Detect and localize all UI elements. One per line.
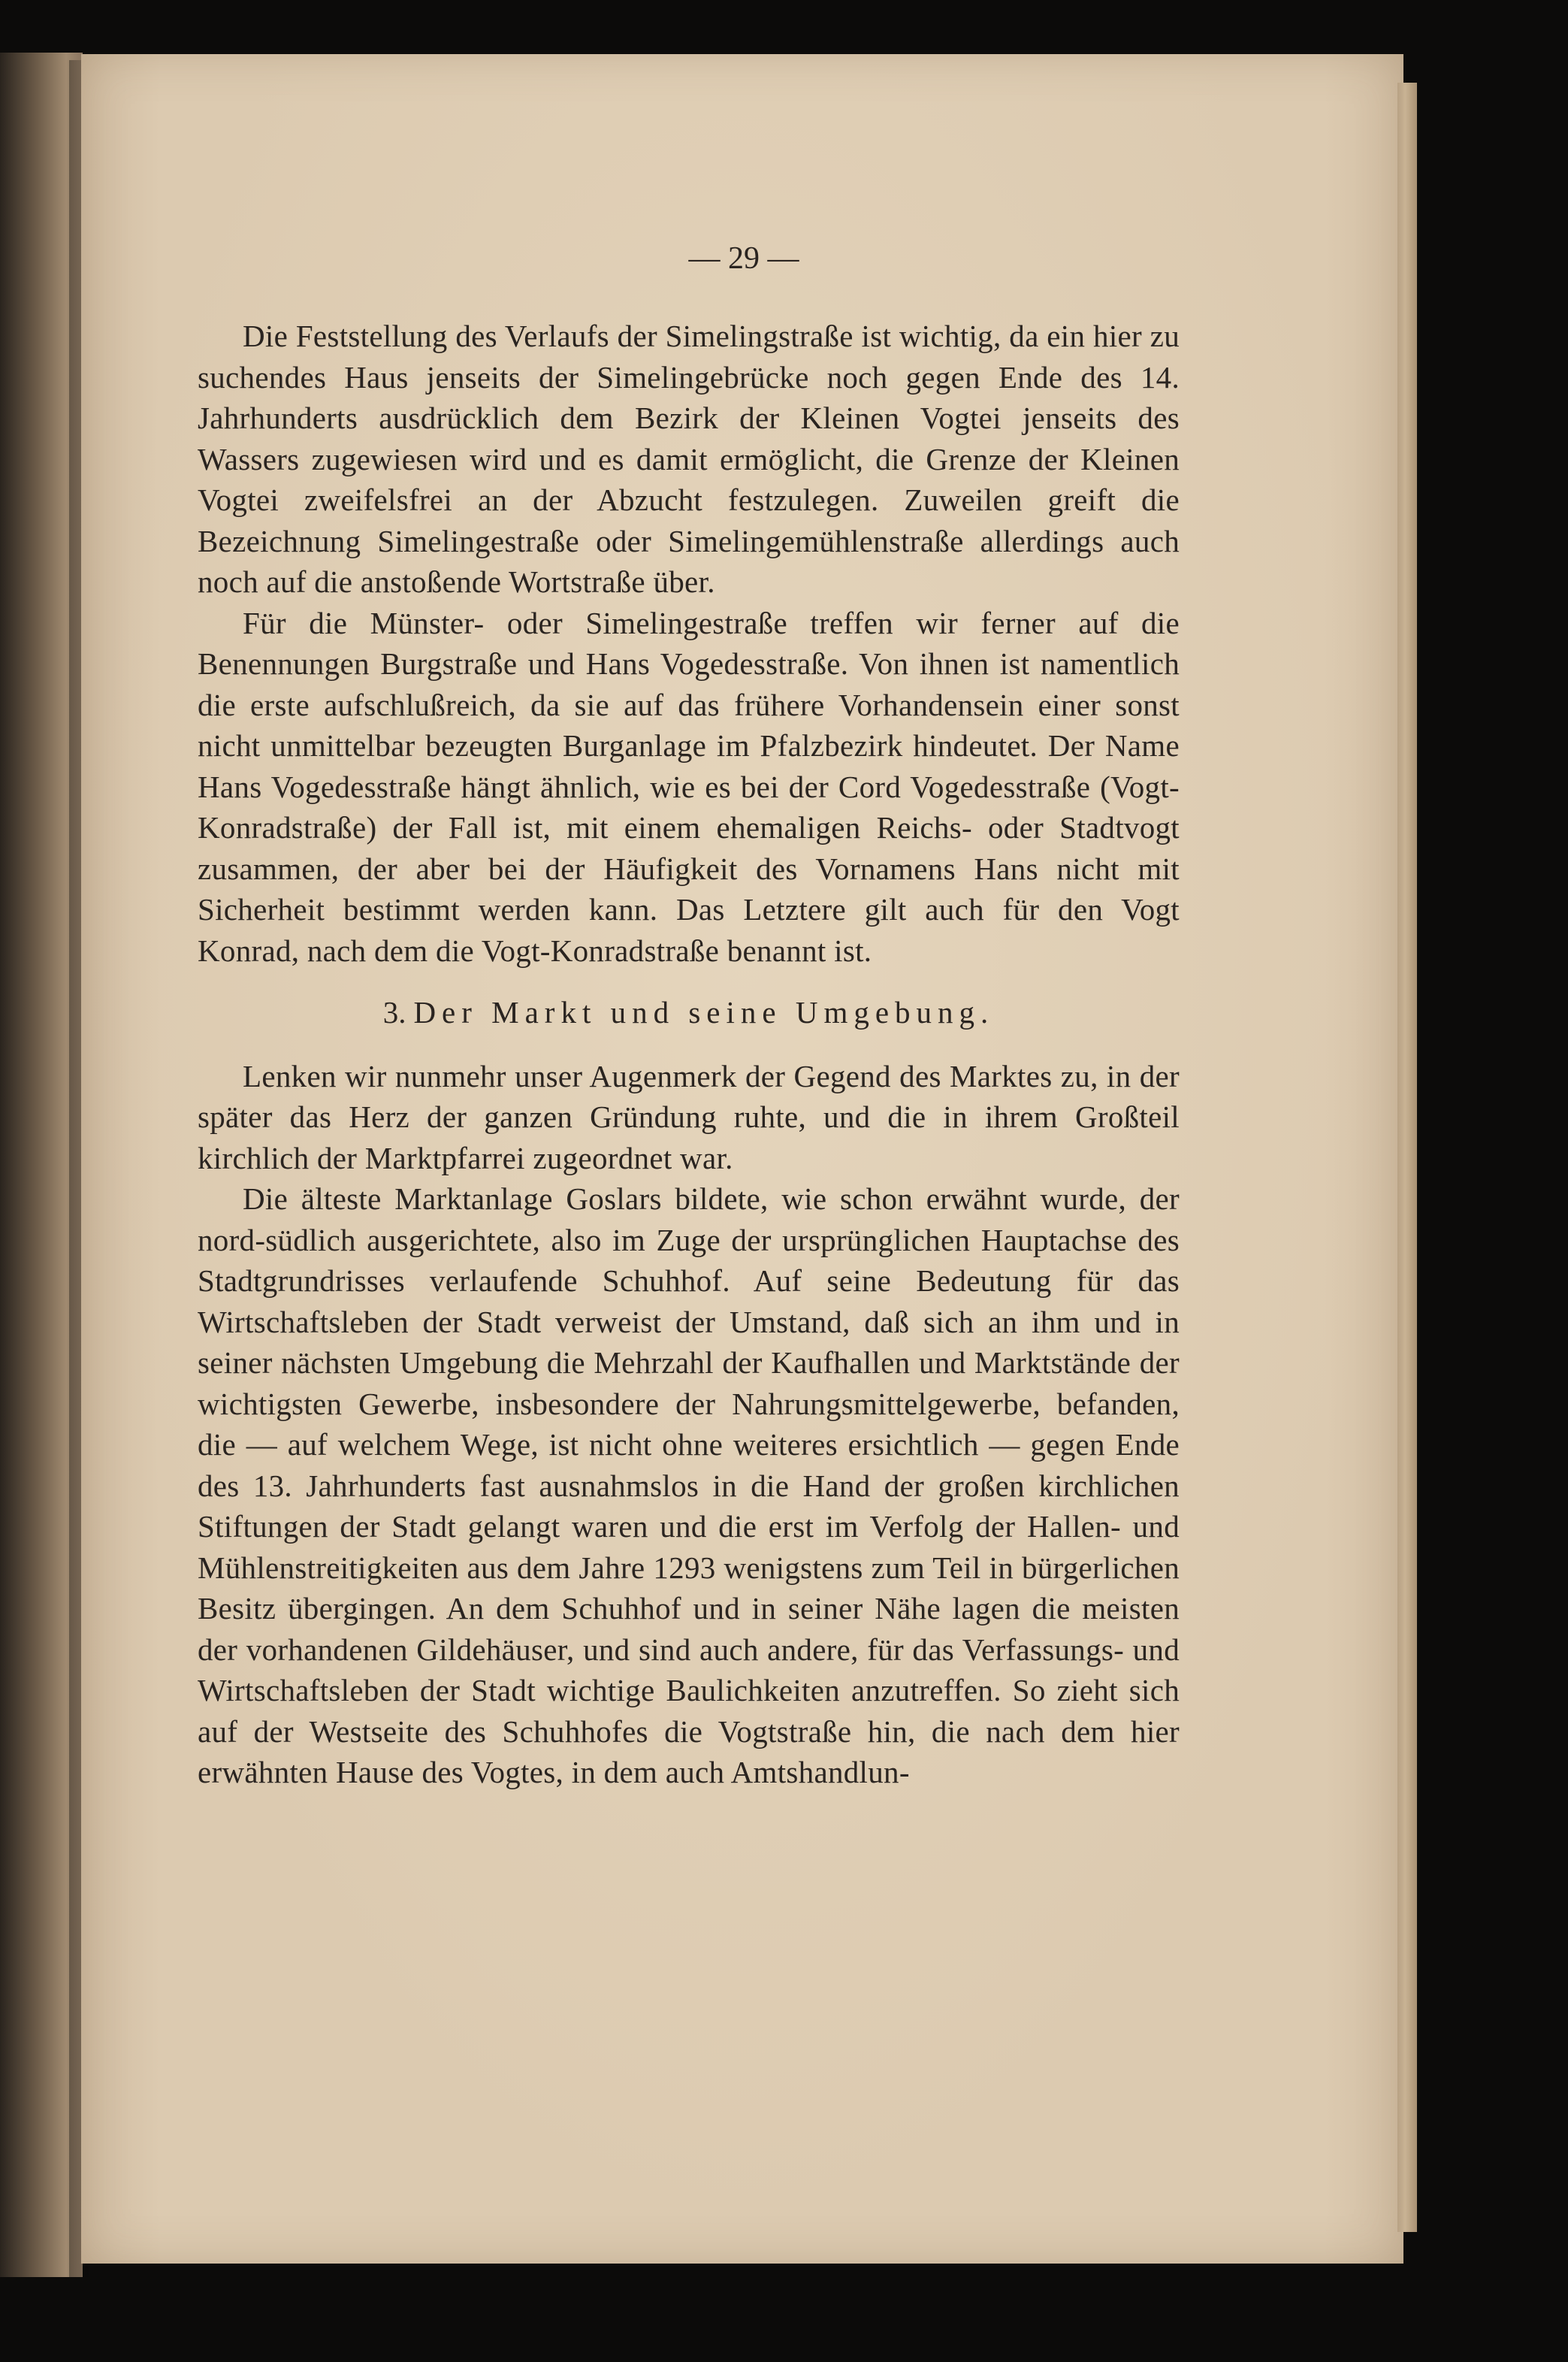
page-number: — 29 — [688,241,799,276]
paragraph-simelingstrasse: Die Feststellung des Verlaufs der Simelingstraße ist wichtig, da ein hier zu suchendes Haus jenseits der Simelingebrücke noch gegen Ende des 14. Jahrhunderts ausdrücklich dem Bezirk der Kleinen Vogtei jenseits des Wassers zugewiesen wird und es damit ermöglicht, die Grenze der Kleinen Vogtei zweifelsfrei an der Abzucht festzulegen. Zuweilen greift die Bezeichnung Simelingestraße oder Simelingemühlenstraße allerdings auch noch auf die anstoßende Wortstraße über. [198,319,1180,599]
body-text [198,316,1180,1793]
paragraph-markt-intro: Lenken wir nunmehr unser Augenmerk der Gegend des Marktes zu, in der später das Herz der ganzen Gründung ruhte, und die in ihrem Großteil kirchlich der Marktpfarrei zugeordnet war. [198,1058,1180,1175]
section-title: Der Markt und seine Umgebung. [413,995,995,1030]
paragraph-schuhhof: Die älteste Marktanlage Goslars bildete, wie schon erwähnt wurde, der nord-südlich ausgerichtete, also im Zuge der ursprünglichen Hauptachse des Stadtgrundrisses verlaufende Schuhhof. Auf seine Bedeutung für das Wirtschaftsleben der Stadt verweist der Umstand, daß sich an ihm und in seiner nächsten Umgebung die Mehrzahl der Kaufhallen und Marktstände der wichtigsten Gewerbe, insbesondere der Nahrungsmittelgewerbe, befanden, die — auf welchem Wege, ist nicht ohne weiteres ersichtlich — gegen Ende des 13. Jahrhunderts fast ausnahmslos in die Hand der großen kirchlichen Stiftungen der Stadt gelangt waren und die erst im Verfolg der Hallen- und Mühlenstreitigkeiten aus dem Jahre 1293 wenigstens zum Teil in bürgerlichen Besitz übergingen. An dem Schuhhof und in seiner Nähe lagen die meisten der vorhandenen Gildehäuser, und sind auch andere, für das Verfassungs- und Wirtschaftsleben der Stadt wichtige Baulichkeiten anzutreffen. So zieht sich auf der Westseite des Schuhhofes die Vogtstraße hin, die nach dem hier erwähnten Hause des Vogtes, in dem auch Amtshandlun- [198,1181,1180,1789]
section-number: 3. [382,995,406,1030]
page-stack-edge [1397,83,1417,2232]
paragraph-burgstrasse: Für die Münster- oder Simelingestraße treffen wir ferner auf die Benennungen Burgstraße und Hans Vogedesstraße. Von ihnen ist namentlich die erste aufschlußreich, da sie auf das frühere Vorhandensein einer sonst nicht unmittelbar bezeugten Burganlage im Pfalzbezirk hindeutet. Der Name Hans Vogedesstraße hängt ähnlich, wie es bei der Cord Vogedesstraße (Vogt-Konradstraße) der Fall ist, mit einem ehemaligen Reichs- oder Stadtvogt zusammen, der aber bei der Häufigkeit des Vornamens Hans nicht mit Sicherheit bestimmt werden kann. Das Letztere gilt auch für den Vogt Konrad, nach dem die Vogt-Konradstraße benannt ist. [198,605,1180,968]
section-heading [198,992,1180,1033]
